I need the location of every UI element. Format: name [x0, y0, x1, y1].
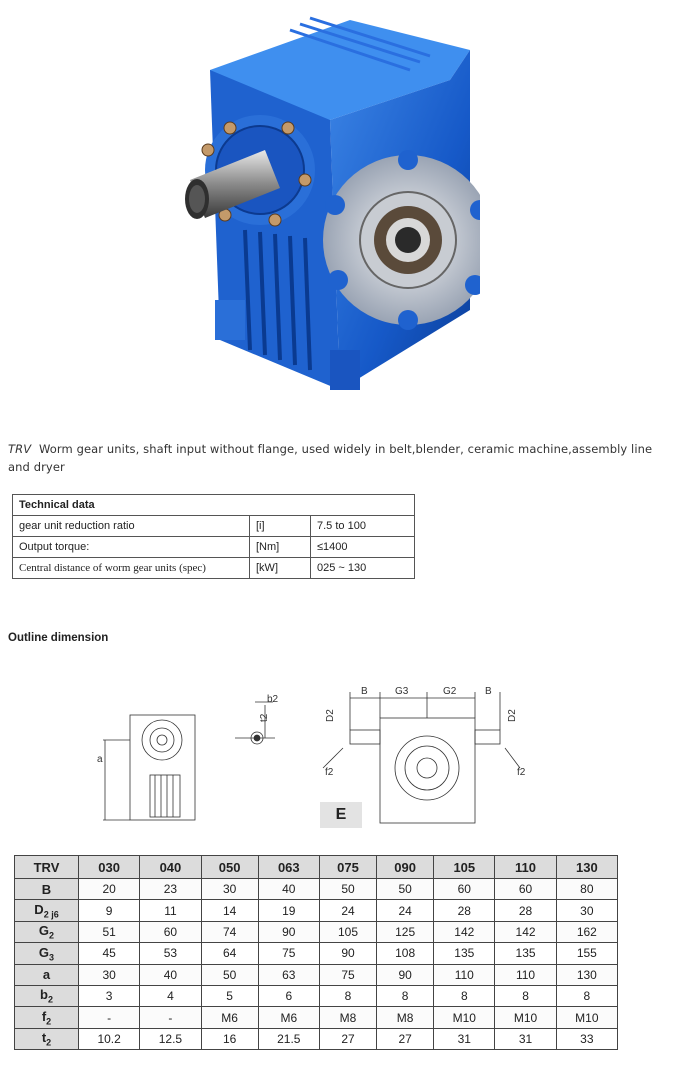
dimension-cell: 30: [201, 879, 258, 900]
dimension-cell: 20: [79, 879, 140, 900]
dimension-cell: 4: [140, 985, 201, 1006]
dimension-cell: 50: [319, 879, 376, 900]
tech-unit: [kW]: [250, 558, 311, 579]
dimension-cell: 75: [258, 943, 319, 964]
dimension-cell: M6: [201, 1007, 258, 1028]
dimension-cell: 31: [434, 1028, 495, 1049]
dimension-cell: 105: [319, 921, 376, 942]
dimension-cell: 50: [377, 879, 434, 900]
dimension-cell: M10: [495, 1007, 556, 1028]
label-g3: G3: [395, 686, 409, 697]
dimension-cell: 14: [201, 900, 258, 921]
header-size: 090: [377, 856, 434, 879]
row-label: [15, 879, 79, 900]
product-photo: [180, 10, 480, 400]
table-row: [15, 1028, 618, 1049]
dimension-cell: 108: [377, 943, 434, 964]
row-label: [15, 943, 79, 964]
dimension-cell: M10: [434, 1007, 495, 1028]
dimension-cell: M6: [258, 1007, 319, 1028]
table-row: [15, 1007, 618, 1028]
technical-data-table: [12, 494, 415, 579]
row-label-sub: 3: [49, 952, 55, 963]
dimension-cell: 53: [140, 943, 201, 964]
dimension-cell: -: [79, 1007, 140, 1028]
table-row: [15, 985, 618, 1006]
row-label-sub: 2: [46, 1037, 52, 1048]
side-view-drawing: [97, 715, 195, 820]
tech-unit: [Nm]: [250, 537, 311, 558]
row-label-name: B: [41, 881, 52, 897]
table-row: [15, 879, 618, 900]
dimension-cell: 8: [556, 985, 617, 1006]
label-f2-left: f2: [325, 767, 334, 778]
label-d2-left: D2: [325, 709, 336, 722]
dimension-cell: 8: [495, 985, 556, 1006]
dimension-cell: 31: [495, 1028, 556, 1049]
dimension-cell: 40: [140, 964, 201, 985]
table-row: [15, 900, 618, 921]
row-label: [15, 1028, 79, 1049]
table-row: [13, 516, 415, 537]
tech-label: Output torque:: [13, 537, 250, 558]
dimension-cell: 16: [201, 1028, 258, 1049]
dimension-cell: 51: [79, 921, 140, 942]
header-size: 075: [319, 856, 376, 879]
dimension-cell: 90: [258, 921, 319, 942]
tech-title: Technical data: [13, 495, 415, 516]
dimension-cell: 125: [377, 921, 434, 942]
dimension-cell: 64: [201, 943, 258, 964]
dimension-cell: 130: [556, 964, 617, 985]
variant-badge: E: [320, 802, 362, 828]
header-size: 063: [258, 856, 319, 879]
row-label-name: t: [41, 1030, 47, 1046]
dimension-cell: 27: [319, 1028, 376, 1049]
tech-label: Central distance of worm gear units (spec): [13, 558, 250, 579]
dimension-cell: 11: [140, 900, 201, 921]
dimension-cell: 30: [79, 964, 140, 985]
dimension-cell: 24: [319, 900, 376, 921]
dimension-cell: 90: [319, 943, 376, 964]
dimension-cell: 50: [201, 964, 258, 985]
dimension-cell: 30: [556, 900, 617, 921]
row-label-name: f: [41, 1008, 47, 1024]
dimension-table: [14, 855, 618, 1050]
header-size: 040: [140, 856, 201, 879]
label-g2: G2: [443, 686, 457, 697]
row-label: [15, 1007, 79, 1028]
dimension-cell: 60: [495, 879, 556, 900]
row-label-name: G: [38, 923, 50, 939]
caption-text: Worm gear units, shaft input without flange, used widely in belt,blender, ceramic machine,assembly line and dryer: [8, 442, 653, 474]
dimension-cell: 10.2: [79, 1028, 140, 1049]
shaft-section-drawing: [235, 694, 279, 744]
dimension-cell: 74: [201, 921, 258, 942]
dimension-cell: 8: [377, 985, 434, 1006]
dimension-cell: M10: [556, 1007, 617, 1028]
row-label-name: G: [38, 944, 50, 960]
dimension-cell: 142: [434, 921, 495, 942]
dimension-cell: 24: [377, 900, 434, 921]
model-name: TRV: [8, 442, 32, 456]
label-b-right: B: [485, 686, 492, 697]
dimension-cell: 33: [556, 1028, 617, 1049]
dimension-cell: 8: [434, 985, 495, 1006]
row-label: [15, 900, 79, 921]
row-label-sub: 2: [46, 1016, 52, 1027]
dimension-cell: 110: [434, 964, 495, 985]
row-label-name: D: [34, 901, 44, 917]
tech-value: ≤1400: [311, 537, 415, 558]
row-label: [15, 964, 79, 985]
row-label-name: b: [40, 987, 48, 1003]
dimension-cell: -: [140, 1007, 201, 1028]
label-b-left: B: [361, 686, 368, 697]
dimension-cell: 8: [319, 985, 376, 1006]
tech-value: 025 ~ 130: [311, 558, 415, 579]
row-label-sub: 2: [47, 994, 53, 1005]
tech-unit: [i]: [250, 516, 311, 537]
label-b2: b2: [267, 694, 279, 705]
dimension-cell: 135: [495, 943, 556, 964]
dimension-cell: 75: [319, 964, 376, 985]
row-label: [15, 985, 79, 1006]
dimension-header-row: [15, 856, 618, 879]
dimension-cell: 12.5: [140, 1028, 201, 1049]
dimension-cell: M8: [377, 1007, 434, 1028]
table-row: [13, 558, 415, 579]
outline-title: Outline dimension: [8, 632, 109, 644]
dimension-cell: 28: [495, 900, 556, 921]
dimension-cell: 19: [258, 900, 319, 921]
header-size: 030: [79, 856, 140, 879]
dimension-cell: 90: [377, 964, 434, 985]
dimension-cell: 23: [140, 879, 201, 900]
dimension-cell: 27: [377, 1028, 434, 1049]
label-d2-right: D2: [507, 709, 518, 722]
table-row: [15, 964, 618, 985]
tech-label: gear unit reduction ratio: [13, 516, 250, 537]
dimension-cell: 142: [495, 921, 556, 942]
dimension-cell: M8: [319, 1007, 376, 1028]
dimension-cell: 9: [79, 900, 140, 921]
dimension-cell: 135: [434, 943, 495, 964]
dimension-cell: 45: [79, 943, 140, 964]
row-label-sub: 2 j6: [43, 909, 59, 920]
dimension-cell: 5: [201, 985, 258, 1006]
dimension-cell: 60: [140, 921, 201, 942]
dimension-cell: 63: [258, 964, 319, 985]
dimension-cell: 6: [258, 985, 319, 1006]
dimension-cell: 155: [556, 943, 617, 964]
tech-value: 7.5 to 100: [311, 516, 415, 537]
row-label: [15, 921, 79, 942]
dimension-cell: 28: [434, 900, 495, 921]
header-size: 105: [434, 856, 495, 879]
label-f2-right: f2: [517, 767, 526, 778]
table-row: [15, 943, 618, 964]
header-size: 130: [556, 856, 617, 879]
row-label-sub: 2: [49, 930, 55, 941]
header-size: 110: [495, 856, 556, 879]
label-t2: t2: [259, 713, 270, 722]
dimension-cell: 80: [556, 879, 617, 900]
header-size: 050: [201, 856, 258, 879]
row-label-name: a: [42, 967, 51, 983]
dimension-cell: 110: [495, 964, 556, 985]
dimension-cell: 21.5: [258, 1028, 319, 1049]
dimension-cell: 60: [434, 879, 495, 900]
table-row: [13, 537, 415, 558]
label-a: a: [97, 754, 103, 765]
dimension-cell: 162: [556, 921, 617, 942]
table-row: [15, 921, 618, 942]
product-caption: [8, 440, 672, 476]
header-model: TRV: [15, 856, 79, 879]
dimension-cell: 3: [79, 985, 140, 1006]
dimension-cell: 40: [258, 879, 319, 900]
